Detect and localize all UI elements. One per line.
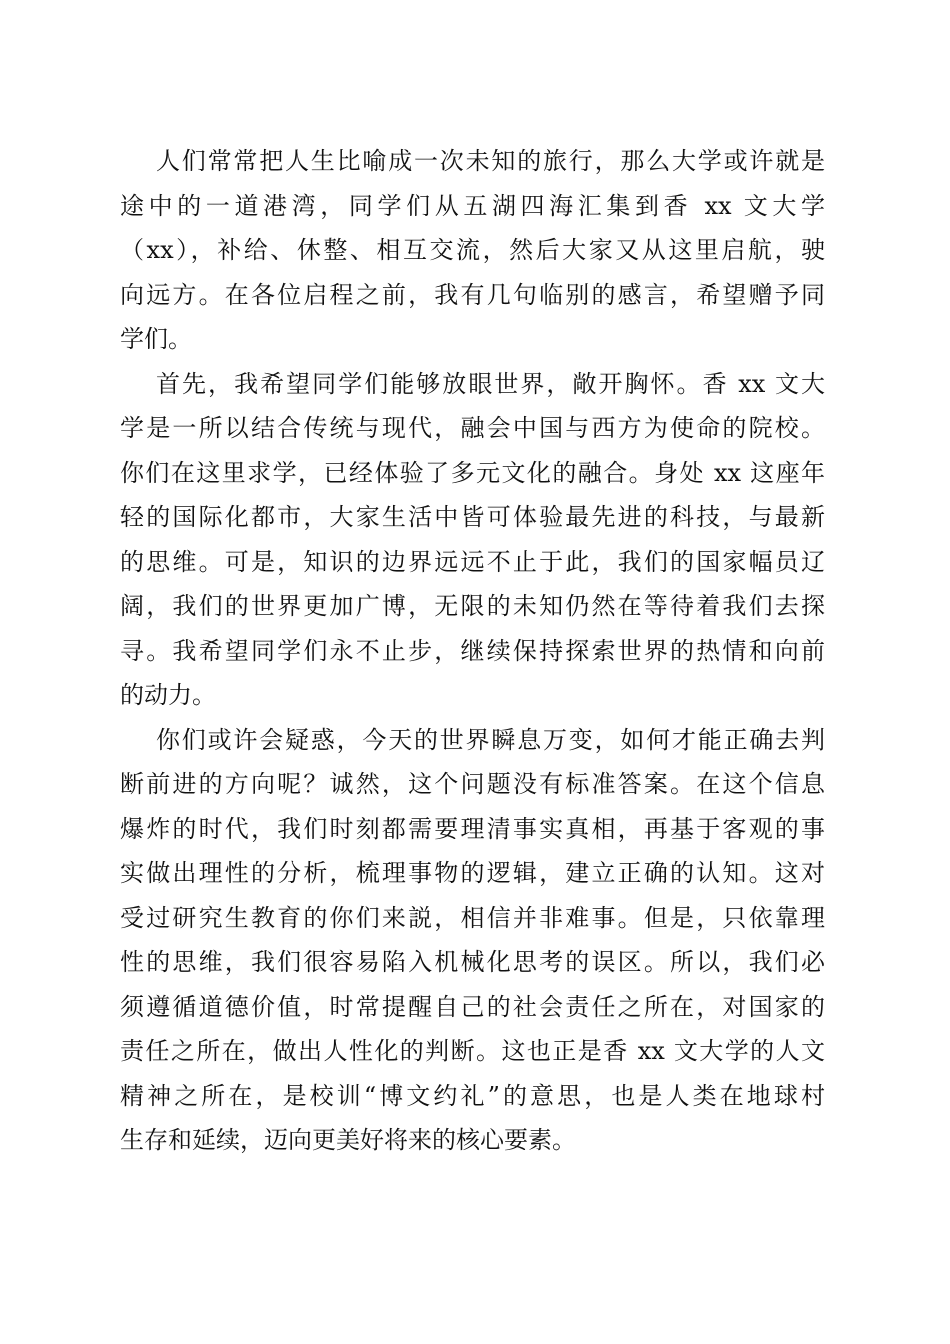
paragraph-1 — [120, 139, 825, 362]
text-line: 的思维。可是，知识的边界远远不止于此，我们的国家幅员辽 — [120, 547, 825, 576]
text-line: 途中的一道港湾，同学们从五湖四海汇集到香 xx 文大学 — [120, 191, 825, 220]
text-line: 的动力。 — [120, 681, 216, 709]
text-line: 受过研究生教育的你们来説，相信并非难事。但是，只依靠理 — [120, 903, 825, 932]
text-line: 精神之所在，是校训“博文约礼”的意思，也是人类在地球村 — [120, 1081, 825, 1110]
text-line: 向远方。在各位启程之前，我有几句临别的感言，希望赠予同 — [120, 280, 825, 309]
text-line: 首先，我希望同学们能够放眼世界，敞开胸怀。香 xx 文大 — [156, 369, 825, 398]
text-line: （xx），补给、休整、相互交流，然后大家又从这里启航，驶 — [120, 236, 825, 264]
text-line: 生存和延续，迈向更美好将来的核心要素。 — [120, 1126, 576, 1154]
text-line: 阔，我们的世界更加广博，无限的未知仍然在等待着我们去探 — [120, 592, 825, 620]
text-line: 轻的国际化都市，大家生活中皆可体验最先进的科技，与最新 — [120, 503, 825, 531]
text-line: 须遵循道德价值，时常提醒自己的社会责任之所在，对国家的 — [120, 992, 825, 1021]
text-line: 责任之所在，做出人性化的判断。这也正是香 xx 文大学的人文 — [120, 1037, 825, 1065]
paragraph-2 — [120, 362, 825, 718]
text-line: 断前进的方向呢？诚然，这个问题没有标准答案。在这个信息 — [120, 770, 825, 798]
text-line: 你们在这里求学，已经体验了多元文化的融合。身处 xx 这座年 — [120, 458, 825, 487]
text-line: 学是一所以结合传统与现代，融会中国与西方为使命的院校。 — [120, 414, 825, 442]
text-line: 实做出理性的分析，梳理事物的逻辑，建立正确的认知。这对 — [120, 859, 825, 887]
text-line: 你们或许会疑惑，今天的世界瞬息万变，如何才能正确去判 — [156, 725, 825, 754]
text-line: 人们常常把人生比喻成一次未知的旅行，那么大学或许就是 — [156, 147, 825, 175]
text-line: 学们。 — [120, 325, 192, 353]
text-line: 爆炸的时代，我们时刻都需要理清事实真相，再基于客观的事 — [120, 814, 825, 843]
paragraph-3 — [120, 718, 825, 1163]
document-body — [120, 139, 825, 1163]
text-line: 寻。我希望同学们永不止步，继续保持探索世界的热情和向前 — [120, 636, 825, 665]
text-line: 性的思维，我们很容易陷入机械化思考的误区。所以，我们必 — [120, 948, 825, 976]
